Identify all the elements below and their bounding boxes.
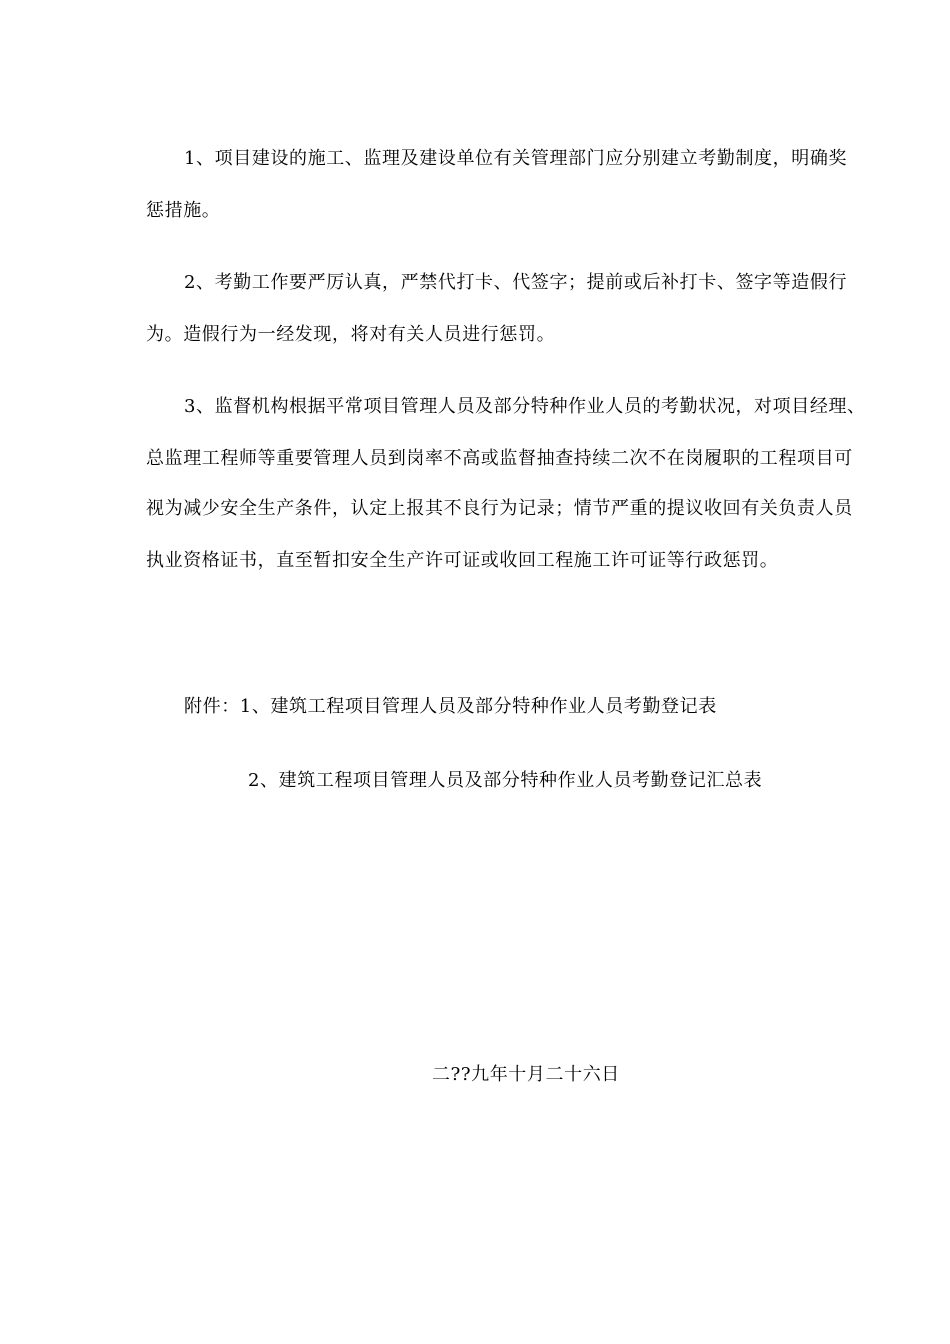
paragraph-3-line-3: 视为减少安全生产条件，认定上报其不良行为记录；情节严重的提议收回有关负责人员 <box>146 498 853 519</box>
paragraph-1-line-1: 1、项目建设的施工、监理及建设单位有关管理部门应分别建立考勤制度，明确奖 <box>184 148 848 169</box>
paragraph-2-line-2: 为。造假行为一经发现，将对有关人员进行惩罚。 <box>146 324 556 345</box>
document-date: 二??九年十月二十六日 <box>432 1064 620 1085</box>
paragraph-1-line-2: 惩措施。 <box>146 200 221 221</box>
attachment-2: 2、建筑工程项目管理人员及部分特种作业人员考勤登记汇总表 <box>248 770 763 791</box>
paragraph-3-line-1: 3、监督机构根据平常项目管理人员及部分特种作业人员的考勤状况，对项目经理、 <box>184 396 866 417</box>
paragraph-3-line-2: 总监理工程师等重要管理人员到岗率不高或监督抽查持续二次不在岗履职的工程项目可 <box>146 448 853 469</box>
attachment-1: 附件：1、建筑工程项目管理人员及部分特种作业人员考勤登记表 <box>184 696 717 717</box>
paragraph-3-line-4: 执业资格证书，直至暂扣安全生产许可证或收回工程施工许可证等行政惩罚。 <box>146 550 779 571</box>
paragraph-2-line-1: 2、考勤工作要严厉认真，严禁代打卡、代签字；提前或后补打卡、签字等造假行 <box>184 272 848 293</box>
